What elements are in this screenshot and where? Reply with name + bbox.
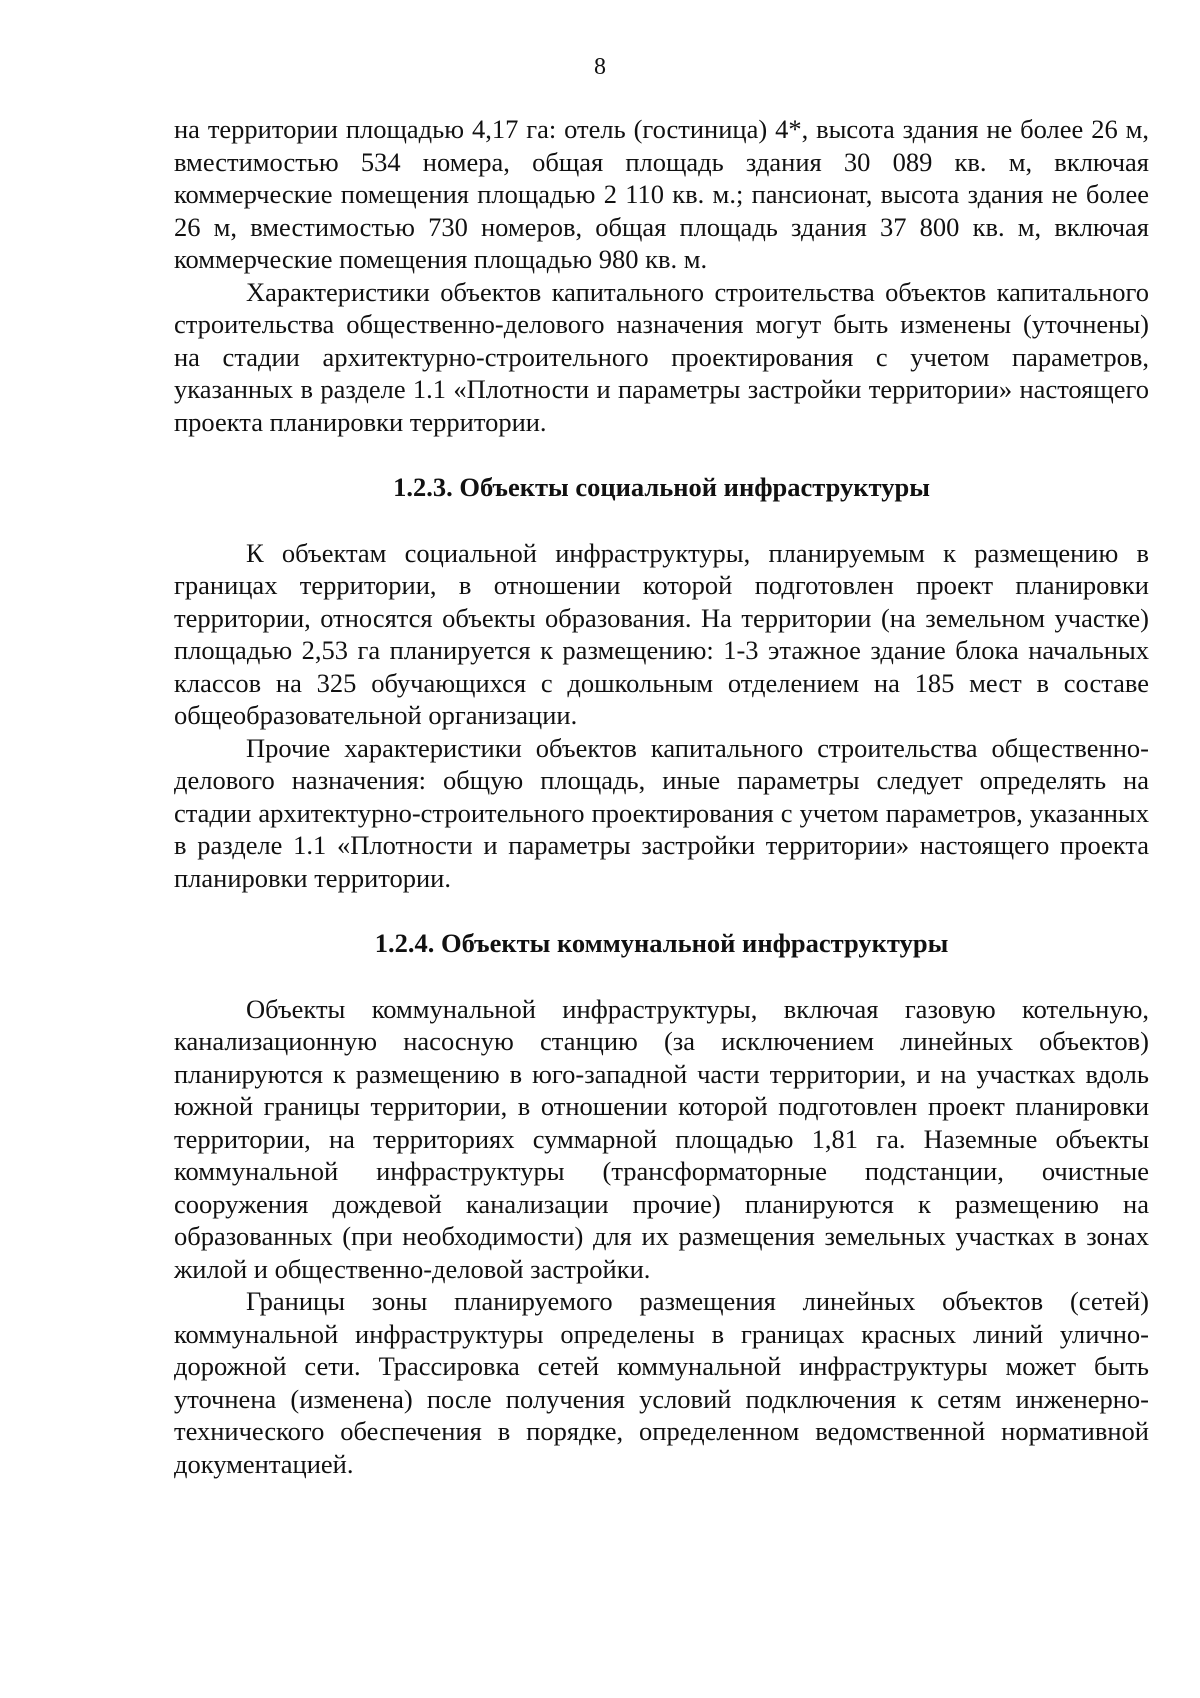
paragraph-linear-objects-boundaries: Границы зоны планируемого размещения линейных объектов (сетей) коммунальной инфраструктуры определены в границах красных линий улично-дорожной сети. Трассировка сетей коммунальной инфраструктуры может быть уточнена (изменена) после получения условий подключения к сетям инженерно-технического обеспечения в порядке, определенном ведомственной нормативной документацией. — [174, 1286, 1149, 1479]
page-number: 8 — [594, 54, 606, 80]
paragraph-communal-objects: Объекты коммунальной инфраструктуры, включая газовую котельную, канализационную насосную станцию (за исключением линейных объектов) планируются к размещению в юго-западной части территории, и на участках вдоль южной границы территории, в отношении которой подготовлен проект планировки территории, на территориях суммарной площадью 1,81 га. Наземные объекты коммунальной инфраструктуры (трансформаторные подстанции, очистные сооружения дождевой канализации прочие) планируются к размещению на образованных (при необходимости) для их размещения земельных участках в зонах жилой и общественно-деловой застройки. — [174, 993, 1149, 1284]
paragraph-social-objects: К объектам социальной инфраструктуры, планируемым к размещению в границах территории, в отношении которой подготовлен проект планировки территории, относятся объекты образования. На территории (на земельном участке) площадью 2,53 га планируется к размещению: 1-3 этажное здание блока начальных классов на 325 обучающихся с дошкольным отделением на 185 мест в составе общеобразовательной организации. — [174, 537, 1149, 730]
spacer — [174, 960, 1149, 993]
heading-social-infrastructure: 1.2.3. Объекты социальной инфраструктуры — [393, 472, 930, 502]
spacer — [174, 504, 1149, 537]
spacer — [174, 894, 1149, 927]
paragraph-business-characteristics: Характеристики объектов капитального строительства объектов капитального строительства общественно-делового назначения могут быть изменены (уточнены) на стадии архитектурно-строительного проектирования с учетом параметров, указанных в разделе 1.1 «Плотности и параметры застройки территории» настоящего проекта планировки территории. — [174, 276, 1149, 437]
spacer — [174, 438, 1149, 471]
paragraph-hotel-details: на территории площадью 4,17 га: отель (гостиница) 4*, высота здания не более 26 м, вместимостью 534 номера, общая площадь здания 30 089 кв. м, включая коммерческие помещения площадью 2 110 кв. м.; пансионат, высота здания не более 26 м, вместимостью 730 номеров, общая площадь здания 37 800 кв. м, включая коммерческие помещения площадью 980 кв. м. — [174, 114, 1149, 274]
paragraph-social-other-characteristics: Прочие характеристики объектов капитального строительства общественно-делового назначения: общую площадь, иные параметры следует определять на стадии архитектурно-строительного проектирования с учетом параметров, указанных в разделе 1.1 «Плотности и параметры застройки территории» настоящего проекта планировки территории. — [174, 732, 1149, 893]
page-content — [174, 113, 1149, 1480]
heading-communal-infrastructure: 1.2.4. Объекты коммунальной инфраструктуры — [374, 928, 949, 958]
